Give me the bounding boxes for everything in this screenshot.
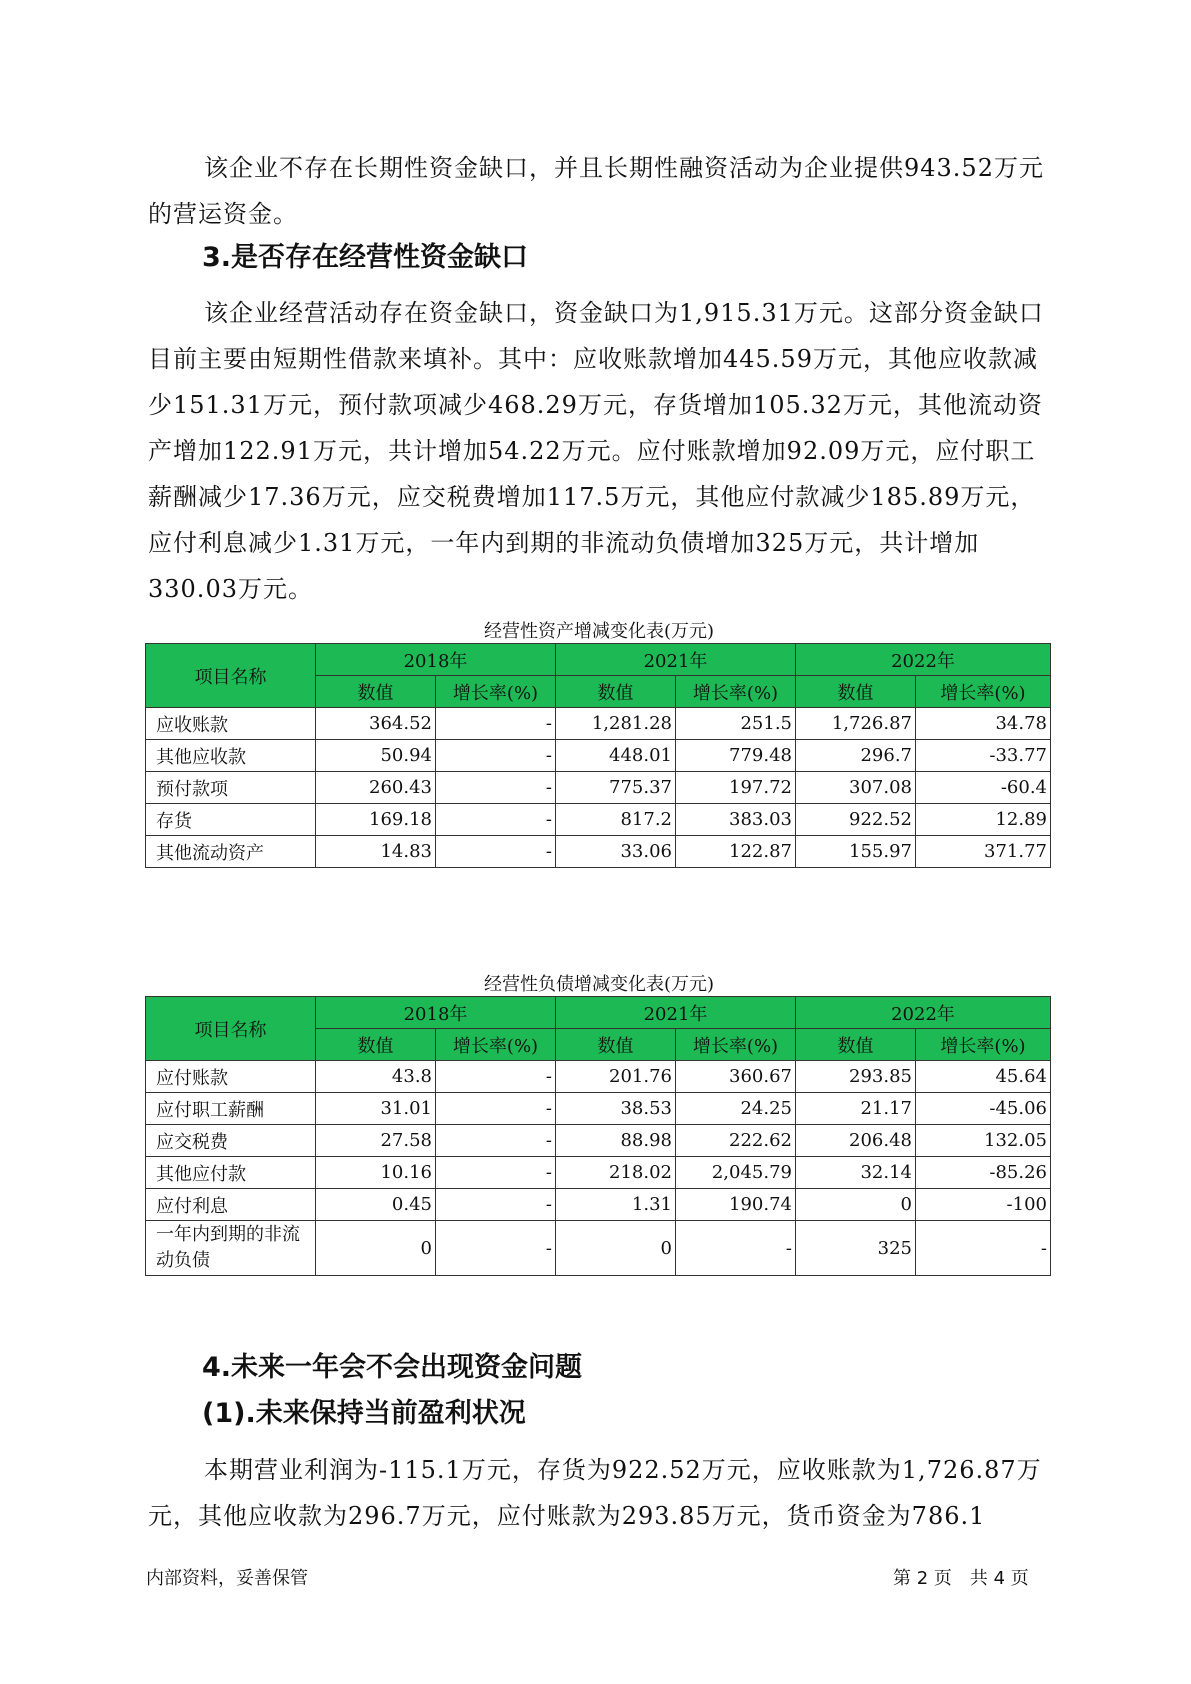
liability-table-caption: 经营性负债增减变化表(万元) [483, 974, 715, 995]
cell-value: 201.76 [556, 1061, 676, 1093]
header-value: 数值 [796, 1029, 916, 1061]
cell-value: 817.2 [556, 804, 676, 836]
cell-value: 0 [796, 1189, 916, 1221]
cell-value: 448.01 [556, 740, 676, 772]
cell-value: 0 [316, 1221, 436, 1276]
row-label: 其他应收款 [146, 740, 316, 772]
cell-value: 296.7 [796, 740, 916, 772]
cell-growth: - [436, 740, 556, 772]
row-label: 应付职工薪酬 [146, 1093, 316, 1125]
subsection-heading-4-1: (1).未来保持当前盈利状况 [202, 1398, 526, 1429]
cell-value: 1.31 [556, 1189, 676, 1221]
footer-page-number: 第 2 页 共 4 页 [893, 1568, 1029, 1589]
liability-change-table [145, 996, 1051, 1276]
cell-value: 10.16 [316, 1157, 436, 1189]
table-row [146, 1189, 1051, 1221]
cell-value: 260.43 [316, 772, 436, 804]
cell-growth: 132.05 [916, 1125, 1051, 1157]
cell-growth: 197.72 [676, 772, 796, 804]
cell-value: 1,281.28 [556, 708, 676, 740]
cell-value: 775.37 [556, 772, 676, 804]
cell-growth: 251.5 [676, 708, 796, 740]
cell-value: 38.53 [556, 1093, 676, 1125]
cell-growth: - [916, 1221, 1051, 1276]
cell-value: 307.08 [796, 772, 916, 804]
cell-value: 27.58 [316, 1125, 436, 1157]
cell-value: 922.52 [796, 804, 916, 836]
table-row [146, 804, 1051, 836]
cell-growth: 779.48 [676, 740, 796, 772]
cell-growth: - [436, 1125, 556, 1157]
cell-growth: - [676, 1221, 796, 1276]
cell-growth: 2,045.79 [676, 1157, 796, 1189]
cell-value: 325 [796, 1221, 916, 1276]
cell-growth: 371.77 [916, 836, 1051, 868]
cell-growth: -85.26 [916, 1157, 1051, 1189]
cell-growth: -60.4 [916, 772, 1051, 804]
cell-growth: - [436, 1157, 556, 1189]
paragraph-current-profit: 本期营业利润为-115.1万元，存货为922.52万元，应收账款为1,726.87万元，其他应收款为296.7万元，应付账款为293.85万元，货币资金为786.1 [148, 1456, 1042, 1530]
cell-growth: 45.64 [916, 1061, 1051, 1093]
table-row [146, 708, 1051, 740]
paragraph-operating-gap: 该企业经营活动存在资金缺口，资金缺口为1,915.31万元。这部分资金缺口目前主要由短期性借款来填补。其中：应收账款增加445.59万元，其他应收款减少151.31万元，预付款项减少468.29万元，存货增加105.32万元，其他流动资产增加122.91万元，共计增加54.22万元。应付账款增加92.09万元，应付职工薪酬减少17.36万元，应交税费增加117.5万元，其他应付款减少185.89万元，应付利息减少1.31万元，一年内到期的非流动负债增加325万元，共计增加330.03万元。 [148, 299, 1044, 603]
table-row [146, 836, 1051, 868]
cell-value: 155.97 [796, 836, 916, 868]
header-growth: 增长率(%) [436, 1029, 556, 1061]
cell-growth: - [436, 1221, 556, 1276]
cell-growth: 24.25 [676, 1093, 796, 1125]
cell-growth: - [436, 1093, 556, 1125]
header-growth: 增长率(%) [436, 676, 556, 708]
cell-growth: 34.78 [916, 708, 1051, 740]
header-year-2022: 2022年 [796, 644, 1051, 676]
header-year-2021: 2021年 [556, 644, 796, 676]
cell-value: 1,726.87 [796, 708, 916, 740]
row-label: 应收账款 [146, 708, 316, 740]
cell-growth: - [436, 804, 556, 836]
cell-growth: - [436, 836, 556, 868]
header-item-name: 项目名称 [146, 997, 316, 1061]
table-row [146, 740, 1051, 772]
cell-growth: - [436, 772, 556, 804]
section-heading-4: 4.未来一年会不会出现资金问题 [202, 1352, 583, 1383]
header-value: 数值 [316, 1029, 436, 1061]
row-label: 一年内到期的非流动负债 [146, 1221, 316, 1276]
cell-value: 88.98 [556, 1125, 676, 1157]
table-row [146, 1061, 1051, 1093]
cell-value: 50.94 [316, 740, 436, 772]
paragraph-long-term-funding: 该企业不存在长期性资金缺口，并且长期性融资活动为企业提供943.52万元的营运资金。 [148, 154, 1044, 228]
header-growth: 增长率(%) [916, 676, 1051, 708]
cell-value: 218.02 [556, 1157, 676, 1189]
cell-growth: -45.06 [916, 1093, 1051, 1125]
cell-growth: - [436, 708, 556, 740]
table-row [146, 1125, 1051, 1157]
footer-confidential-note: 内部资料，妥善保管 [146, 1568, 308, 1589]
cell-growth: 360.67 [676, 1061, 796, 1093]
header-value: 数值 [556, 1029, 676, 1061]
header-item-name: 项目名称 [146, 644, 316, 708]
header-value: 数值 [316, 676, 436, 708]
asset-table-caption: 经营性资产增减变化表(万元) [483, 621, 715, 642]
row-label: 存货 [146, 804, 316, 836]
header-value: 数值 [556, 676, 676, 708]
header-growth: 增长率(%) [676, 676, 796, 708]
cell-growth: - [436, 1189, 556, 1221]
header-growth: 增长率(%) [676, 1029, 796, 1061]
cell-value: 364.52 [316, 708, 436, 740]
cell-growth: - [436, 1061, 556, 1093]
cell-growth: -33.77 [916, 740, 1051, 772]
header-value: 数值 [796, 676, 916, 708]
cell-growth: 222.62 [676, 1125, 796, 1157]
cell-growth: 122.87 [676, 836, 796, 868]
cell-value: 0 [556, 1221, 676, 1276]
cell-growth: 190.74 [676, 1189, 796, 1221]
cell-value: 169.18 [316, 804, 436, 836]
header-year-2022: 2022年 [796, 997, 1051, 1029]
cell-value: 32.14 [796, 1157, 916, 1189]
header-growth: 增长率(%) [916, 1029, 1051, 1061]
asset-change-table [145, 643, 1051, 868]
row-label: 应付利息 [146, 1189, 316, 1221]
cell-value: 14.83 [316, 836, 436, 868]
row-label: 预付款项 [146, 772, 316, 804]
cell-value: 43.8 [316, 1061, 436, 1093]
cell-value: 206.48 [796, 1125, 916, 1157]
row-label: 应交税费 [146, 1125, 316, 1157]
table-row [146, 1157, 1051, 1189]
cell-growth: 12.89 [916, 804, 1051, 836]
cell-value: 21.17 [796, 1093, 916, 1125]
cell-value: 33.06 [556, 836, 676, 868]
row-label: 其他应付款 [146, 1157, 316, 1189]
row-label: 其他流动资产 [146, 836, 316, 868]
cell-value: 0.45 [316, 1189, 436, 1221]
cell-value: 31.01 [316, 1093, 436, 1125]
header-year-2018: 2018年 [316, 644, 556, 676]
section-heading-3: 3.是否存在经营性资金缺口 [202, 242, 529, 273]
cell-growth: 383.03 [676, 804, 796, 836]
table-row [146, 1093, 1051, 1125]
table-row [146, 772, 1051, 804]
header-year-2021: 2021年 [556, 997, 796, 1029]
header-year-2018: 2018年 [316, 997, 556, 1029]
cell-growth: -100 [916, 1189, 1051, 1221]
cell-value: 293.85 [796, 1061, 916, 1093]
row-label: 应付账款 [146, 1061, 316, 1093]
table-row [146, 1221, 1051, 1276]
